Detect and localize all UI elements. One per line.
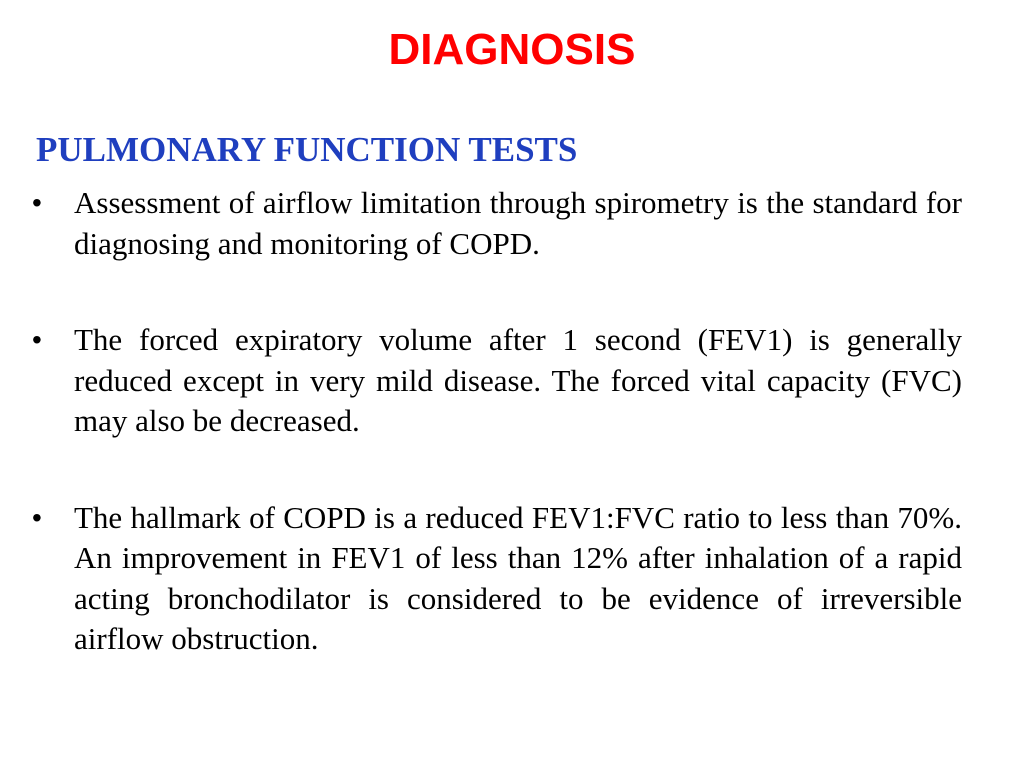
bullet-marker-icon: • [32,501,42,533]
bullet-text: The hallmark of COPD is a reduced FEV1:FVC ratio to less than 70%. An improvement in FEV1 of less than 12% after inhalation of a rapid acting bronchodilator is considered to be evidence of irreversible airflow obstruction. [74,499,962,656]
bullet-text: The forced expiratory volume after 1 second (FEV1) is generally reduced except in very mild disease. The forced vital capacity (FVC) may also be decreased. [74,322,962,438]
bullet-list [30,183,962,660]
bullet-text: Assessment of airflow limitation through spirometry is the standard for diagnosing and monitoring of COPD. [74,185,962,261]
bullet-item-spirometry [30,183,962,264]
bullet-marker-icon: • [32,187,42,218]
bullet-item-fev1 [30,320,962,442]
slide-title: DIAGNOSIS [388,25,636,74]
bullet-marker-icon: • [32,324,42,355]
section-heading: PULMONARY FUNCTION TESTS [36,130,578,169]
bullet-item-hallmark [30,498,962,660]
